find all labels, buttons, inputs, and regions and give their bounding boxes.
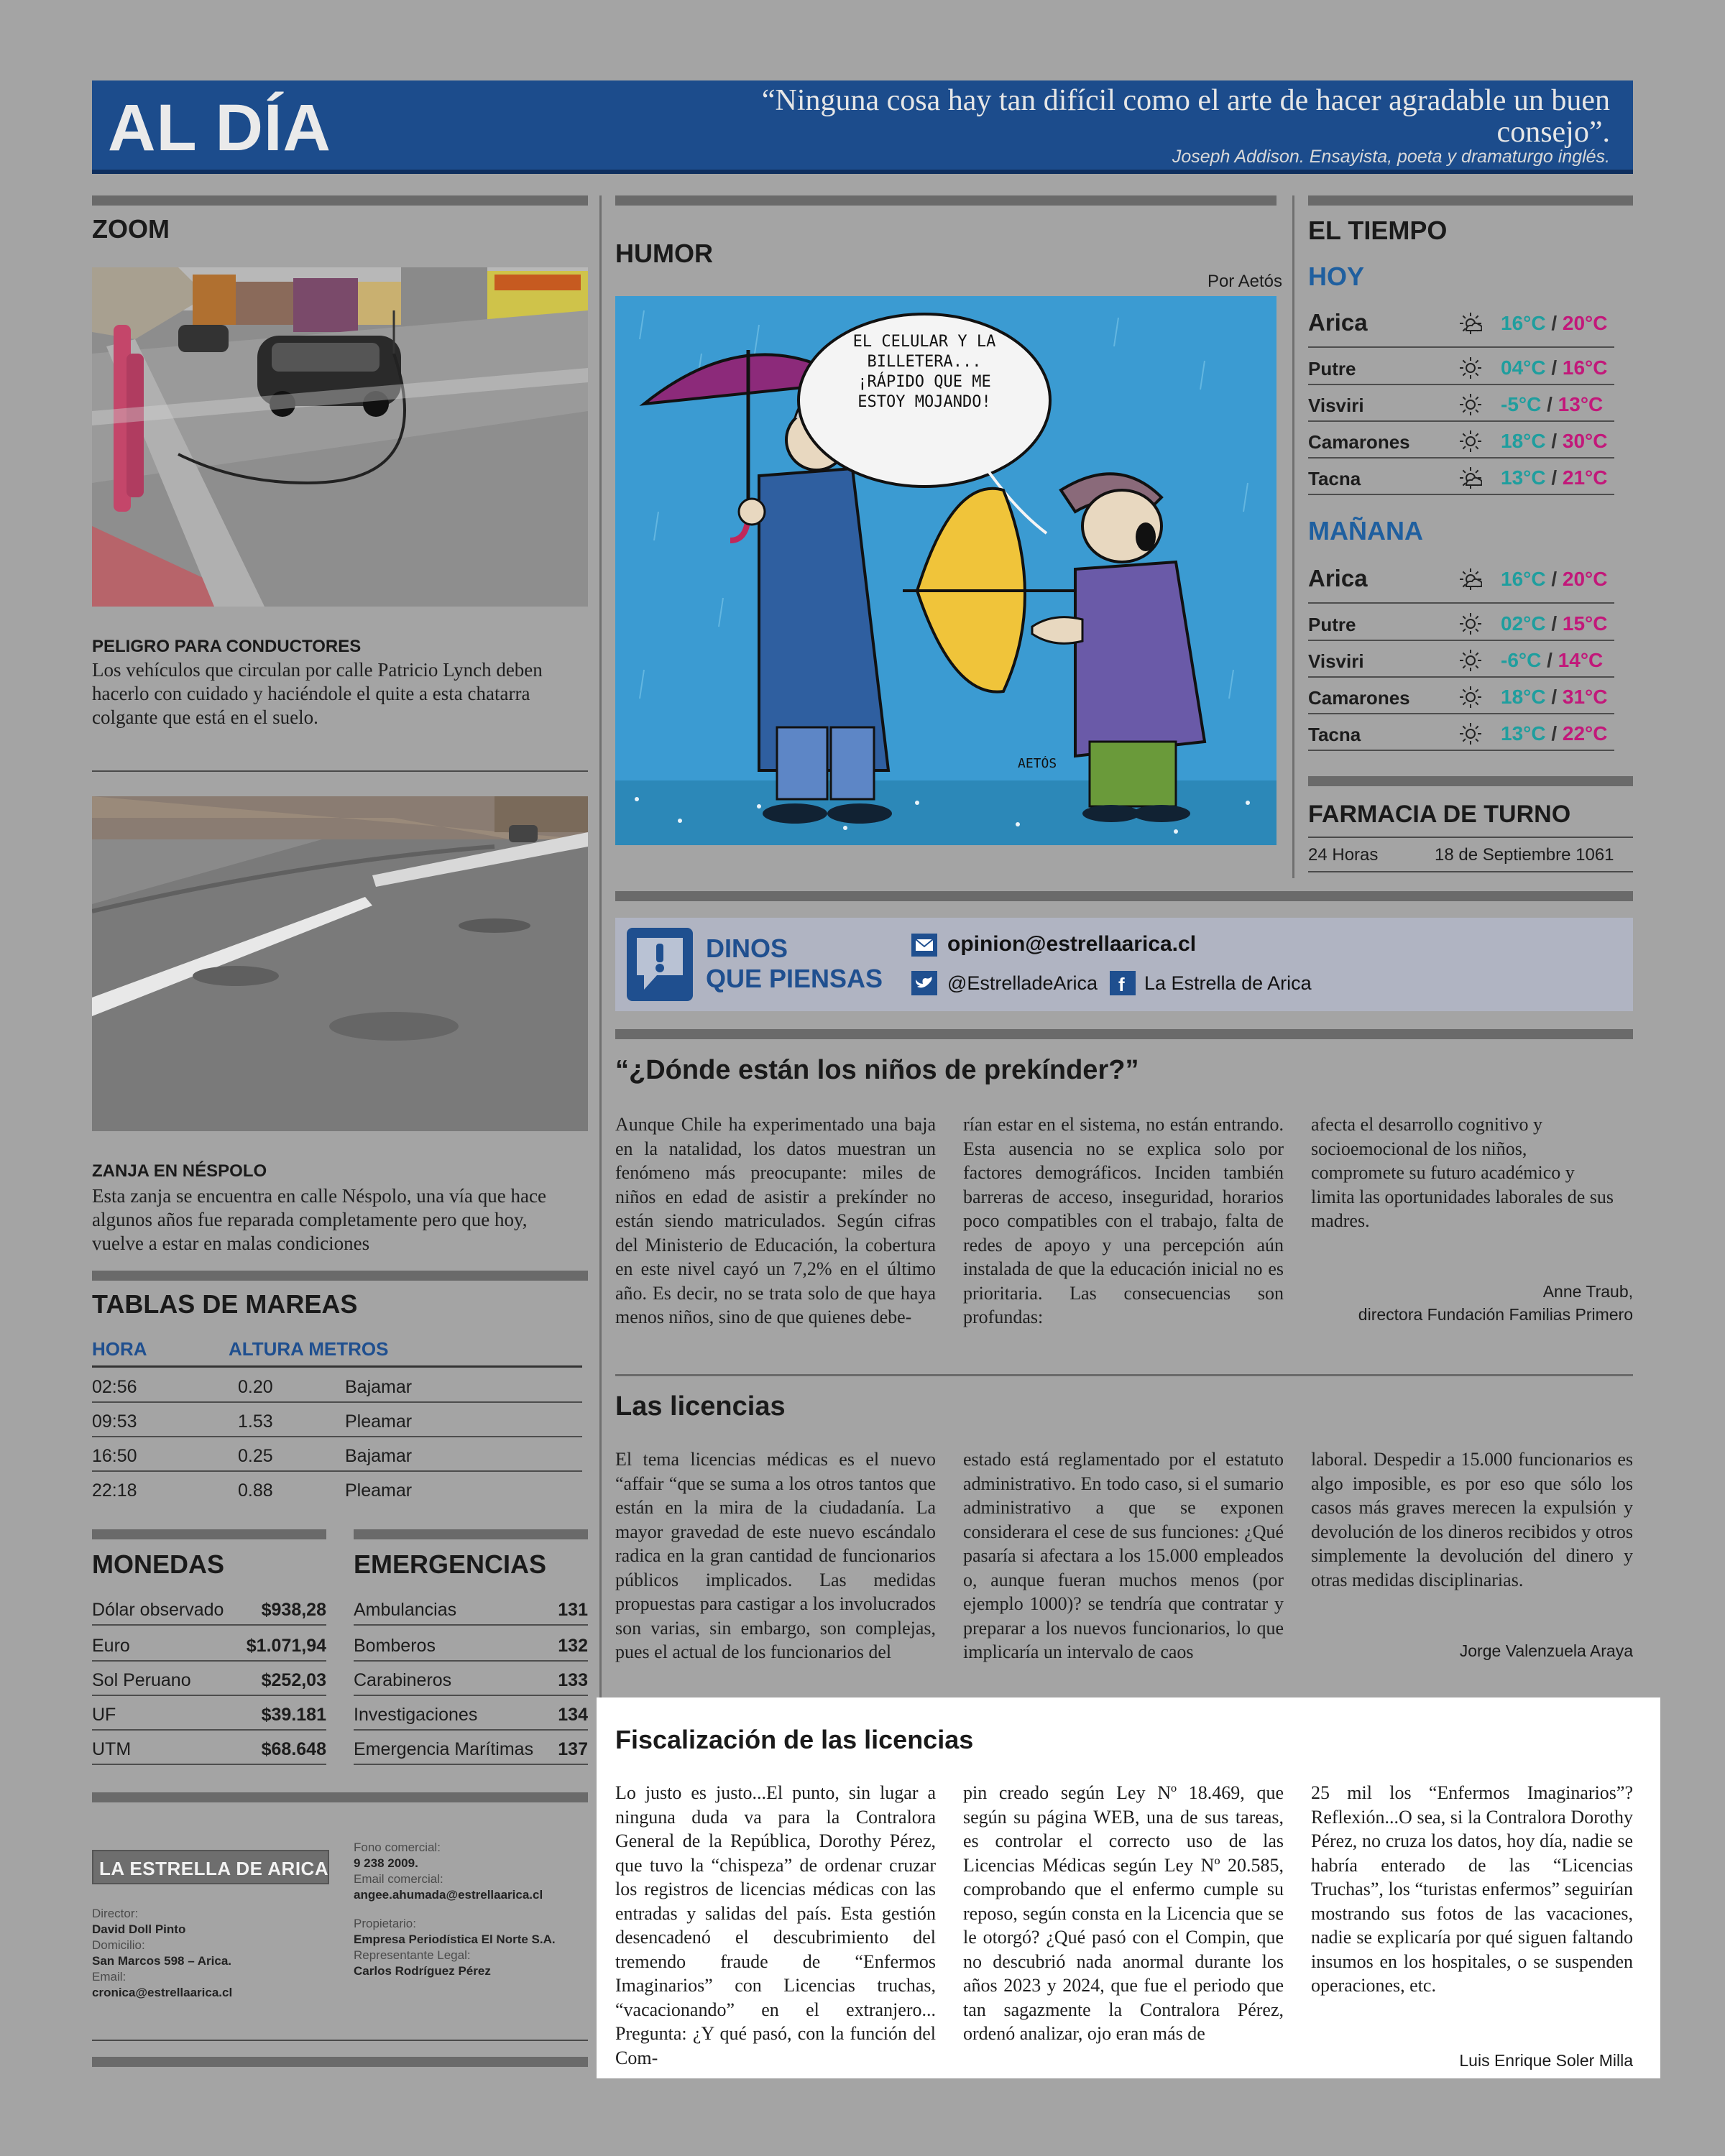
opinion-author-role: directora Fundación Familias Primero bbox=[1358, 1305, 1633, 1324]
section-title: AL DÍA bbox=[108, 91, 331, 165]
partly-cloudy-icon bbox=[1459, 466, 1482, 489]
table-row: UTM $68.648 bbox=[92, 1731, 326, 1765]
dinos-twitter[interactable]: @EstrelladeArica bbox=[947, 972, 1098, 994]
table-row: Ambulancias 131 bbox=[354, 1591, 588, 1626]
section-header bbox=[92, 80, 1633, 174]
weather-tomorrow-label: MAÑANA bbox=[1308, 516, 1423, 545]
divider bbox=[92, 770, 588, 772]
weather-row bbox=[1308, 561, 1614, 604]
opinion-column: Lo justo es justo...El punto, sin lugar a ninguna duda va para la Contralora General de la República, Dorothy Pérez, que tuvo la “chispeza” de ordenar cruzar los registros de licencias médicas con las entradas y salidas del país. Esta gestión desencadenó el descubrimiento del tremendo fraude de “Enfermos Imaginarios” con Licencias truchas, “vacacionando” en el extranjero... Pregunta: ¿Y qué pasó, con la función del Com- bbox=[615, 1782, 936, 2068]
table-row: Euro $1.071,94 bbox=[92, 1627, 326, 1662]
divider bbox=[1308, 776, 1633, 786]
weather-row bbox=[1308, 642, 1614, 678]
weather-city: Putre bbox=[1308, 358, 1356, 379]
newspaper-logo: LA ESTRELLA DE ARICA bbox=[92, 1850, 329, 1884]
weather-city: Tacna bbox=[1308, 724, 1361, 745]
masthead-right: Fono comercial: 9 238 2009. Email comercial: angee.ahumada@estrellaarica.cl Propietario: Empresa Periodística El Norte S.A. Representante Legal: Carlos Rodríguez Pérez bbox=[354, 1841, 556, 1978]
facebook-icon bbox=[1110, 971, 1136, 995]
opinion-title: Las licencias bbox=[615, 1391, 786, 1422]
weather-city: Arica bbox=[1308, 565, 1368, 591]
humor-credit: Por Aetós bbox=[1207, 272, 1282, 291]
divider bbox=[615, 1029, 1633, 1039]
divider bbox=[92, 1529, 326, 1539]
weather-city: Camarones bbox=[1308, 687, 1410, 709]
column-rule bbox=[1292, 195, 1294, 878]
weather-temps: 18°C / 31°C bbox=[1501, 686, 1608, 708]
pharmacy-address: 18 de Septiembre 1061 bbox=[1435, 845, 1614, 865]
table-row: 09:53 1.53 Pleamar bbox=[92, 1403, 582, 1437]
divider bbox=[92, 195, 588, 206]
caption-title: PELIGRO PARA CONDUCTORES bbox=[92, 637, 362, 656]
table-row: 16:50 0.25 Bajamar bbox=[92, 1437, 582, 1472]
weather-row bbox=[1308, 715, 1614, 751]
opinion-column: pin creado según Ley Nº 18.469, que según su página WEB, una de sus tareas, es controlar el correcto uso de las Licencias Médicas según Ley Nº 20.585, comprobando que el enfermo cumple su reposo, según consta en la Licencia que se le otorgó? ¿Qué pasó con el Compin, que no descubrió nada anormal durante los años 2023 y 2024, que fue el periodo que tan sagazmente la Contralora Pérez, ordenó analizar, ojo eran más de bbox=[963, 1782, 1284, 2044]
exclamation-icon bbox=[627, 928, 693, 1001]
weather-city: Visviri bbox=[1308, 395, 1364, 416]
speech-bubble: EL CELULAR Y LA BILLETERA... ¡RÁPIDO QUE ME ESTOY MOJANDO! bbox=[852, 333, 996, 411]
weather-temps: 13°C / 22°C bbox=[1501, 722, 1608, 745]
tides-col-hour: HORA bbox=[92, 1338, 147, 1360]
caption-text: Esta zanja se encuentra en calle Néspolo, una vía que hace algunos años fue reparada completamente pero que hoy, vuelve a estar en malas condiciones bbox=[92, 1185, 546, 1254]
opinion-author: Luis Enrique Soler Milla bbox=[1459, 2051, 1633, 2070]
zoom-title: ZOOM bbox=[92, 214, 170, 244]
table-row: Emergencia Marítimas 137 bbox=[354, 1731, 588, 1765]
caption-title: ZANJA EN NÉSPOLO bbox=[92, 1161, 267, 1181]
weather-temps: 18°C / 30°C bbox=[1501, 430, 1608, 452]
svg-text:f: f bbox=[1118, 974, 1125, 995]
divider bbox=[92, 2057, 588, 2067]
divider bbox=[1308, 195, 1633, 206]
weather-row bbox=[1308, 459, 1614, 495]
currencies-title: MONEDAS bbox=[92, 1549, 225, 1579]
table-row: Carabineros 133 bbox=[354, 1662, 588, 1696]
mail-icon bbox=[911, 934, 937, 957]
opinion-column: El tema licencias médicas es el nuevo “affair “que se suma a los otros tantos que están en la mira de la ciudadanía. La mayor gravedad de este nuevo escándalo radica en la gran cantidad de funcionarios públicos implicados. Las medidas propuestas para castigar a los involucrados son varias, sin embargo, son complejas, pues el actual de los funcionarios del bbox=[615, 1449, 936, 1662]
weather-temps: 16°C / 20°C bbox=[1501, 312, 1608, 334]
weather-city: Putre bbox=[1308, 614, 1356, 635]
weather-row bbox=[1308, 305, 1614, 348]
emergencies-title: EMERGENCIAS bbox=[354, 1549, 547, 1579]
weather-city: Tacna bbox=[1308, 468, 1361, 489]
tides-title: TABLAS DE MAREAS bbox=[92, 1289, 358, 1319]
sun-icon bbox=[1459, 722, 1482, 745]
weather-row bbox=[1308, 349, 1614, 385]
table-row: 22:18 0.88 Pleamar bbox=[92, 1480, 413, 1501]
weather-temps: 16°C / 20°C bbox=[1501, 568, 1608, 590]
divider bbox=[92, 1792, 588, 1802]
cartoon bbox=[615, 296, 1276, 845]
cartoon-signature: AETÓS bbox=[1018, 756, 1057, 771]
weather-row bbox=[1308, 678, 1614, 714]
divider bbox=[92, 1365, 582, 1368]
divider bbox=[615, 891, 1633, 901]
divider bbox=[615, 1374, 1633, 1376]
weather-title: EL TIEMPO bbox=[1308, 216, 1448, 245]
divider bbox=[615, 195, 1276, 206]
weather-temps: -5°C / 13°C bbox=[1501, 393, 1604, 415]
sun-icon bbox=[1459, 430, 1482, 453]
weather-row bbox=[1308, 386, 1614, 422]
divider bbox=[1308, 837, 1633, 838]
table-row: 02:56 0.20 Bajamar bbox=[92, 1368, 582, 1403]
sun-icon bbox=[1459, 356, 1482, 379]
weather-row bbox=[1308, 423, 1614, 459]
sun-icon bbox=[1459, 649, 1482, 672]
weather-temps: -6°C / 14°C bbox=[1501, 649, 1604, 671]
feedback-banner bbox=[615, 918, 1633, 1011]
column-rule bbox=[599, 195, 602, 1697]
table-row: UF $39.181 bbox=[92, 1696, 326, 1731]
sun-icon bbox=[1459, 686, 1482, 709]
opinion-title: “¿Dónde están los niños de prekínder?” bbox=[615, 1055, 1139, 1085]
opinion-column: laboral. Despedir a 15.000 funcionarios es algo imposible, es por eso que sólo los casos más graves merecen la expulsión y devolución de los dineros recibidos y otros simplemente la devolución del dinero y otras medidas disciplinarias. bbox=[1311, 1449, 1633, 1590]
sun-icon bbox=[1459, 612, 1482, 635]
weather-temps: 02°C / 15°C bbox=[1501, 612, 1608, 635]
divider bbox=[354, 1529, 588, 1539]
dinos-email[interactable]: opinion@estrellaarica.cl bbox=[947, 932, 1197, 956]
twitter-icon bbox=[911, 971, 937, 995]
weather-temps: 13°C / 21°C bbox=[1501, 466, 1608, 489]
weather-row bbox=[1308, 605, 1614, 641]
opinion-column: Aunque Chile ha experimentado una baja en la natalidad, los datos muestran un fenómeno más preocupante: miles de niños en edad de asistir a prekínder no están siendo matriculados. Según cifras del Ministerio de Educación, la cobertura en este nivel cayó un 7,2% en el último año. Es decir, no se trata solo de que haya menos niños, sino de que quienes debe- bbox=[615, 1114, 936, 1327]
photo-nespolo bbox=[92, 796, 588, 1131]
opinion-author: Jorge Valenzuela Araya bbox=[1459, 1641, 1633, 1660]
weather-city: Visviri bbox=[1308, 650, 1364, 672]
tides-col-height: ALTURA METROS bbox=[229, 1338, 389, 1360]
sun-icon bbox=[1459, 393, 1482, 416]
pharmacy-hours: 24 Horas bbox=[1308, 845, 1379, 865]
header-quote: “Ninguna cosa hay tan difícil como el arte de hacer agradable un buen consejo”. bbox=[761, 84, 1610, 149]
divider bbox=[1308, 871, 1633, 872]
weather-city: Camarones bbox=[1308, 431, 1410, 453]
weather-temps: 04°C / 16°C bbox=[1501, 356, 1608, 379]
dinos-title: DINOS QUE PIENSAS bbox=[706, 934, 883, 993]
opinion-column: rían estar en el sistema, no están entrando. Esta ausencia no se explica solo por factores demográficos. Inciden también barreras de acceso, inseguridad, horarios poco compatibles con el trabajo, falta de redes de apoyo y una percepción aún instalada de que la educación inicial no es prioritaria. Las consecuencias son profundas: bbox=[963, 1114, 1284, 1327]
quote-author: Joseph Addison. Ensayista, poeta y dramaturgo inglés. bbox=[1172, 147, 1610, 167]
table-row: Bomberos 132 bbox=[354, 1627, 588, 1662]
table-row: Dólar observado $938,28 bbox=[92, 1591, 326, 1626]
caption-text: Los vehículos que circulan por calle Patricio Lynch deben hacerlo con cuidado y haciéndole el quite a esta chatarra colgante que está en el suelo. bbox=[92, 659, 543, 728]
opinion-title: Fiscalización de las licencias bbox=[615, 1725, 974, 1754]
divider bbox=[92, 2040, 588, 2041]
divider bbox=[92, 1271, 588, 1281]
table-row: Investigaciones 134 bbox=[354, 1696, 588, 1731]
partly-cloudy-icon bbox=[1459, 312, 1482, 335]
opinion-column: afecta el desarrollo cognitivo y socioemocional de los niños, compromete su futuro académico y limita las oportunidades laborales de sus madres. bbox=[1311, 1114, 1614, 1231]
partly-cloudy-icon bbox=[1459, 568, 1482, 591]
humor-title: HUMOR bbox=[615, 239, 713, 268]
masthead-left: Director: David Doll Pinto Domicilio: San Marcos 598 – Arica. Email: cronica@estrellaarica.cl bbox=[92, 1907, 233, 1999]
opinion-author: Anne Traub, bbox=[1542, 1282, 1633, 1301]
dinos-facebook[interactable]: La Estrella de Arica bbox=[1144, 972, 1312, 994]
weather-today-label: HOY bbox=[1308, 262, 1365, 291]
pharmacy-title: FARMACIA DE TURNO bbox=[1308, 801, 1571, 828]
opinion-column: estado está reglamentado por el estatuto administrativo. En todo caso, si el sumario administrativo a que se exponen considerara el cese de sus funciones: ¿Qué pasaría si afectara a los 15.000 empleados o, aunque fueran muchos menos (por ejemplo 1000)? se tendría que contratar y preparar a los nuevos funcionarios, lo que implicaría un intervalo de caos bbox=[963, 1449, 1284, 1662]
photo-patricio-lynch bbox=[92, 267, 588, 607]
opinion-column: 25 mil los “Enfermos Imaginarios”? Reflexión...O sea, si la Contralora Dorothy Pérez, no cruza los datos, hoy día, nadie se habría enterado de las “Licencias Truchas”, los “turistas enfermos” seguirían mostrando sus fotos de las vacaciones, nadie se explicaría por qué siguen faltando insumos en los hospitales, o se suspenden operaciones, etc. bbox=[1311, 1782, 1633, 1996]
table-row: Sol Peruano $252,03 bbox=[92, 1662, 326, 1696]
weather-city: Arica bbox=[1308, 309, 1368, 336]
